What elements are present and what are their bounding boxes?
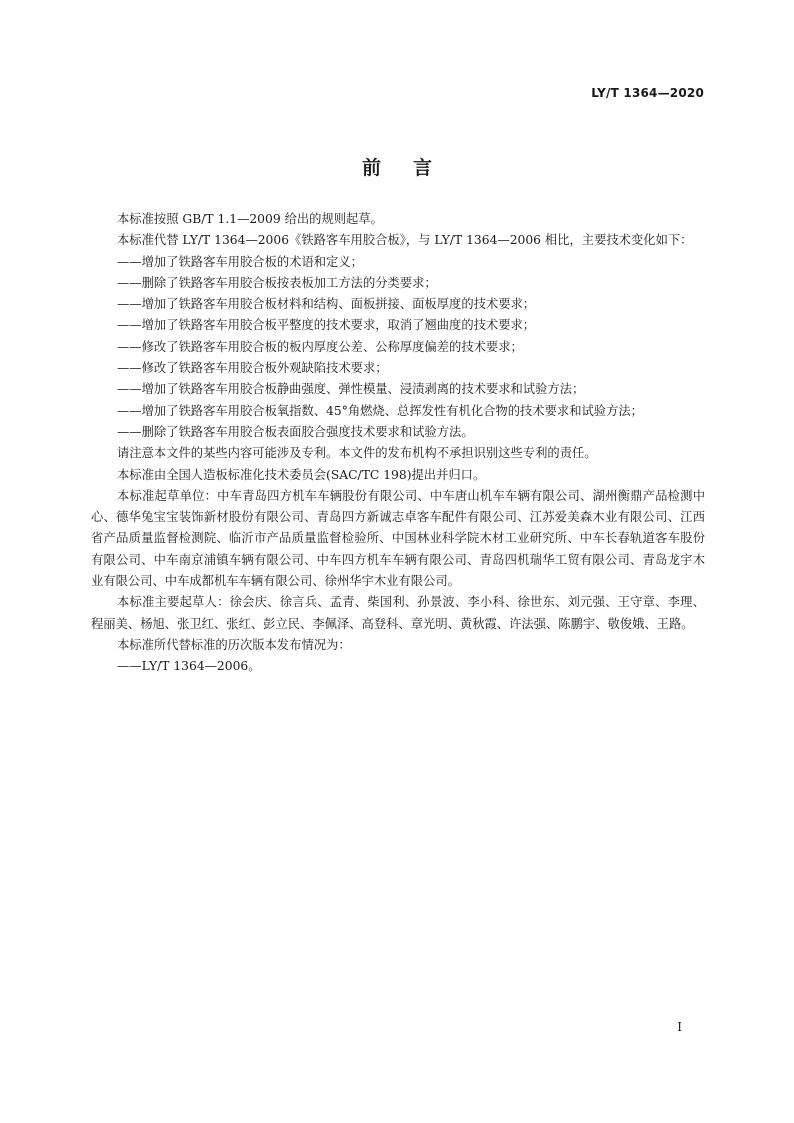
paragraph-history-intro: 本标准所代替标准的历次版本发布情况为： <box>117 637 351 652</box>
foreword-body <box>91 209 705 678</box>
paragraph-replacement: 本标准代替 LY/T 1364—2006《铁路客车用胶合板》，与 LY/T 1364—2006 相比，主要技术变化如下： <box>117 233 693 248</box>
change-item: ——增加了铁路客车用胶合板平整度的技术要求，取消了翘曲度的技术要求； <box>117 318 536 333</box>
title-char-1: 前 <box>361 157 381 179</box>
paragraph-patent-notice: 请注意本文件的某些内容可能涉及专利。本文件的发布机构不承担识别这些专利的责任。 <box>117 446 597 461</box>
standard-code: LY/T 1364—2020 <box>591 86 704 100</box>
paragraph-proposer: 本标准由全国人造板标准化技术委员会(SAC/TC 198)提出并归口。 <box>117 467 486 482</box>
change-item: ——修改了铁路客车用胶合板外观缺陷技术要求； <box>117 361 388 376</box>
paragraph-drafting-rule: 本标准按照 GB/T 1.1—2009 给出的规则起草。 <box>117 212 383 226</box>
change-item: ——删除了铁路客车用胶合板按表板加工方法的分类要求； <box>117 275 437 290</box>
change-item: ——修改了铁路客车用胶合板的板内厚度公差、公称厚度偏差的技术要求； <box>117 339 523 354</box>
change-item: ——增加了铁路客车用胶合板氧指数、45°角燃烧、总挥发性有机化合物的技术要求和试验方法； <box>117 403 643 418</box>
change-item: ——删除了铁路客车用胶合板表面胶合强度技术要求和试验方法。 <box>117 424 474 439</box>
change-item: ——增加了铁路客车用胶合板静曲强度、弹性模量、浸渍剥离的技术要求和试验方法； <box>117 382 585 397</box>
page-title <box>0 153 794 180</box>
paragraph-drafting-units: 本标准起草单位：中车青岛四方机车车辆股份有限公司、中车唐山机车车辆有限公司、湖州衡鼎产品检测中心、德华兔宝宝装饰新材股份有限公司、青岛四方新诚志卓客车配件有限公司、江苏爱美森木业有限公司、江西省产品质量监督检测院、临沂市产品质量监督检验所、中国林业科学院木材工业研究所、中车长春轨道客车股份有限公司、中车南京浦镇车辆有限公司、中车四方机车车辆有限公司、青岛四机瑞华工贸有限公司、青岛龙宇木业有限公司、中车成都机车车辆有限公司、徐州华宇木业有限公司。 <box>91 488 705 589</box>
paragraph-drafters: 本标准主要起草人：徐会庆、徐言兵、孟青、柴国利、孙景波、李小科、徐世东、刘元强、王守章、李理、程丽美、杨旭、张卫红、张红、彭立民、李佩泽、高登科、章光明、黄秋霞、许法强、陈鹏宇、敬俊娥、王路。 <box>91 595 705 631</box>
page-number: I <box>677 1020 682 1034</box>
change-item: ——增加了铁路客车用胶合板材料和结构、面板拼接、面板厚度的技术要求； <box>117 297 536 312</box>
history-item: ——LY/T 1364—2006。 <box>117 659 261 674</box>
change-item: ——增加了铁路客车用胶合板的术语和定义； <box>117 254 363 269</box>
title-char-2: 言 <box>413 157 433 179</box>
